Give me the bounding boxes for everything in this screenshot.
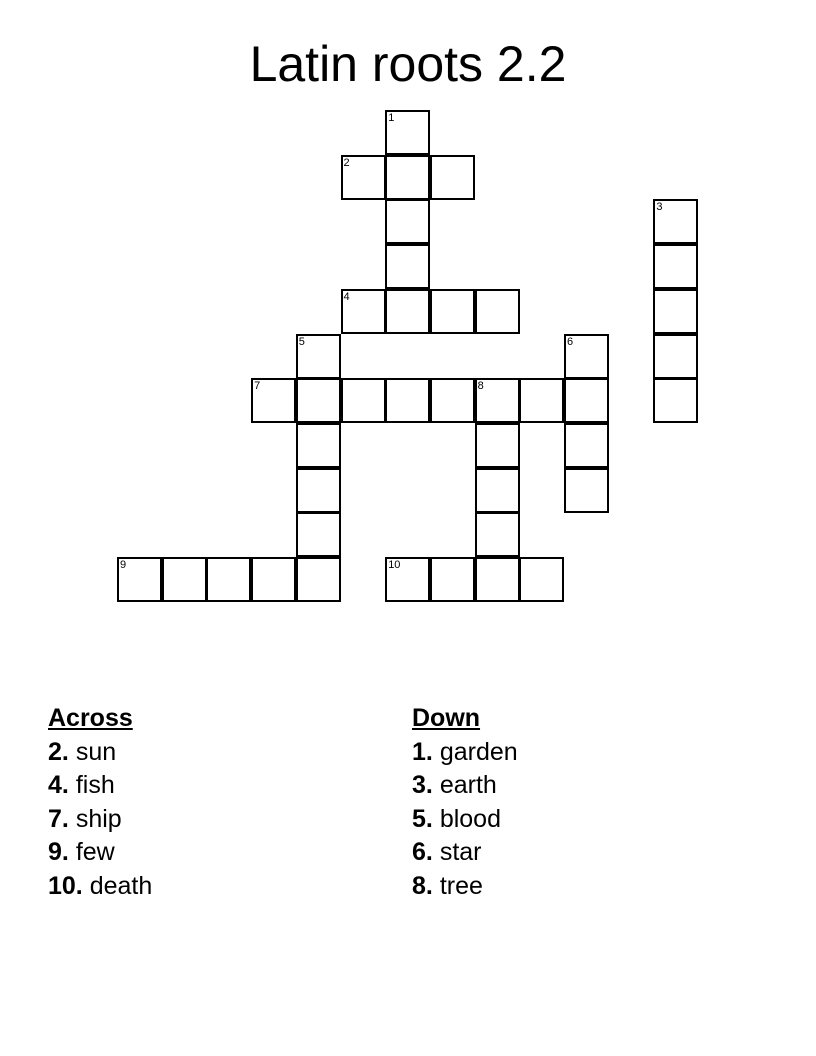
grid-cell-9[interactable] [117, 557, 162, 602]
grid-cell-1[interactable] [385, 110, 430, 155]
grid-cell-6[interactable] [564, 334, 609, 379]
clue-across-9 [48, 836, 152, 870]
grid-cell-7[interactable] [251, 378, 296, 423]
clue-across-4 [48, 769, 152, 803]
grid-cell[interactable] [385, 199, 430, 244]
down-clues [412, 702, 518, 903]
grid-cell[interactable] [564, 378, 609, 423]
grid-cell[interactable] [519, 557, 564, 602]
grid-cell[interactable] [430, 557, 475, 602]
clue-text: garden [439, 737, 518, 766]
clue-down-3 [412, 769, 518, 803]
grid-cell[interactable] [653, 289, 698, 334]
grid-cell-2[interactable] [341, 155, 386, 200]
grid-cell[interactable] [430, 289, 475, 334]
grid-cell[interactable] [564, 423, 609, 468]
grid-cell[interactable] [385, 378, 430, 423]
grid-cell-8[interactable] [475, 378, 520, 423]
grid-cell-4[interactable] [341, 289, 386, 334]
cell-number: 1 [388, 112, 395, 124]
clue-down-6 [412, 836, 518, 870]
cell-number: 4 [343, 290, 350, 303]
clue-number: 10. [48, 871, 83, 900]
clue-text: blood [439, 804, 501, 833]
clue-across-2 [48, 736, 152, 770]
cell-number: 2 [343, 156, 350, 169]
clue-number: 3. [412, 771, 433, 799]
clue-across-7 [48, 803, 152, 837]
grid-cell[interactable] [162, 557, 207, 602]
grid-cell[interactable] [475, 423, 520, 468]
clue-number: 7. [48, 804, 69, 833]
cell-number: 5 [298, 335, 305, 348]
across-clues [48, 702, 152, 903]
grid-cell[interactable] [385, 244, 430, 289]
grid-cell-10[interactable] [385, 557, 430, 602]
grid-cell[interactable] [296, 512, 341, 557]
grid-cell[interactable] [251, 557, 296, 602]
grid-cell[interactable] [296, 468, 341, 513]
clue-number: 9. [48, 838, 69, 866]
clue-down-5 [412, 803, 518, 837]
across-heading: Across [48, 704, 133, 732]
cell-number: 10 [388, 559, 401, 571]
grid-cell[interactable] [653, 334, 698, 379]
grid-cell[interactable] [475, 468, 520, 513]
cell-number: 3 [656, 201, 663, 214]
grid-cell[interactable] [519, 378, 564, 423]
grid-cell[interactable] [475, 289, 520, 334]
clue-text: earth [439, 771, 497, 799]
grid-cell-3[interactable] [653, 199, 698, 244]
grid-cell[interactable] [341, 378, 386, 423]
clue-number: 8. [412, 871, 433, 900]
cell-number: 9 [120, 559, 127, 571]
clue-text: fish [75, 771, 115, 799]
clue-number: 4. [48, 771, 69, 799]
clue-text: tree [439, 871, 483, 900]
grid-cell[interactable] [430, 155, 475, 200]
clue-across-10 [48, 870, 152, 904]
clue-text: ship [75, 804, 122, 833]
grid-cell[interactable] [653, 244, 698, 289]
grid-cell[interactable] [206, 557, 251, 602]
grid-cell[interactable] [475, 557, 520, 602]
clue-number: 6. [412, 838, 433, 866]
grid-cell[interactable] [385, 155, 430, 200]
clue-text: star [439, 838, 482, 866]
grid-cell[interactable] [475, 512, 520, 557]
down-heading: Down [412, 704, 481, 732]
grid-cell[interactable] [296, 423, 341, 468]
grid-cell[interactable] [296, 557, 341, 602]
cell-number: 6 [567, 335, 574, 348]
clue-text: sun [75, 737, 117, 766]
clue-number: 1. [412, 737, 433, 766]
cell-number: 7 [254, 380, 261, 393]
clue-down-8 [412, 870, 518, 904]
clue-down-1 [412, 736, 518, 770]
grid-cell-5[interactable] [296, 334, 341, 379]
clue-text: few [75, 838, 115, 866]
grid-cell[interactable] [564, 468, 609, 513]
grid-cell[interactable] [430, 378, 475, 423]
cell-number: 8 [477, 380, 484, 393]
grid-cell[interactable] [653, 378, 698, 423]
puzzle-title: Latin roots 2.2 [249, 36, 567, 92]
clue-text: death [89, 871, 153, 900]
grid-cell[interactable] [385, 289, 430, 334]
clue-number: 2. [48, 737, 69, 766]
grid-cell[interactable] [296, 378, 341, 423]
clue-number: 5. [412, 804, 433, 833]
